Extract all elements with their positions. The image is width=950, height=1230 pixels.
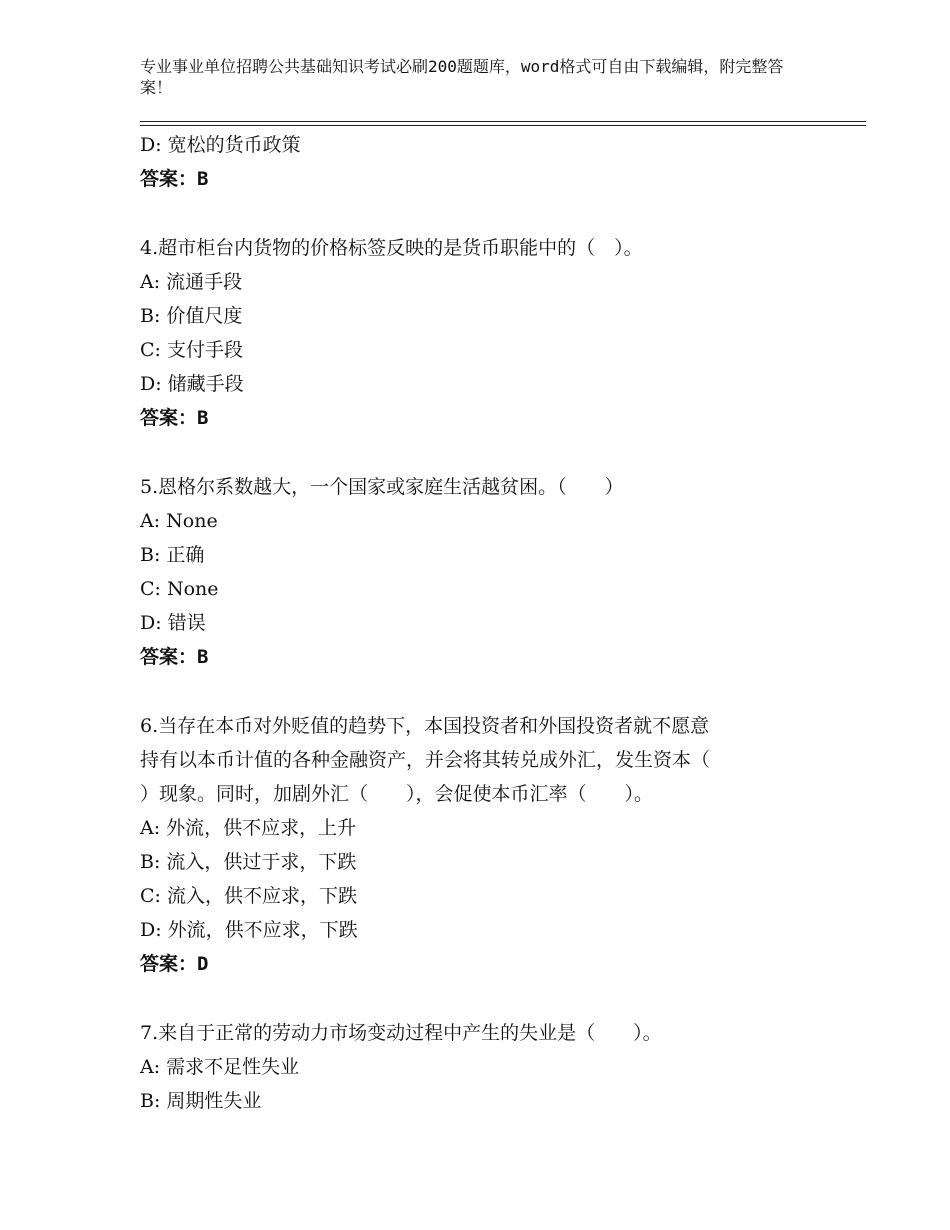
answer: 答案：B — [140, 407, 209, 429]
spacer — [140, 196, 860, 231]
option-d: D: 错误 — [140, 612, 206, 634]
option-a: A: None — [140, 510, 218, 532]
option-a: A: 需求不足性失业 — [140, 1056, 300, 1078]
option-c: C: 流入，供不应求，下跌 — [140, 885, 357, 907]
option-b: B: 流入，供过于求，下跌 — [140, 851, 357, 873]
question-block-3 — [140, 128, 860, 196]
answer: 答案：B — [140, 646, 209, 668]
spacer — [140, 674, 860, 709]
spacer — [140, 435, 860, 470]
question-text: 5.恩格尔系数越大，一个国家或家庭生活越贫困。（ ） — [140, 476, 624, 498]
option-d: D: 储藏手段 — [140, 373, 244, 395]
option-c: C: None — [140, 578, 219, 600]
question-block-4 — [140, 231, 860, 435]
question-block-7 — [140, 1016, 860, 1118]
question-text-line-3: ）现象。同时，加剧外汇（ ），会促使本币汇率（ ）。 — [140, 783, 654, 805]
answer: 答案：D — [140, 953, 209, 975]
option-a: A: 流通手段 — [140, 271, 243, 293]
question-text-line-2: 持有以本币计值的各种金融资产，并会将其转兑成外汇，发生资本（ — [140, 749, 711, 771]
option-d: D: 宽松的货币政策 — [140, 134, 301, 156]
question-text-line-1: 6.当存在本币对外贬值的趋势下，本国投资者和外国投资者就不愿意 — [140, 715, 710, 737]
option-a: A: 外流，供不应求，上升 — [140, 817, 357, 839]
answer: 答案：B — [140, 168, 209, 190]
option-b: B: 价值尺度 — [140, 305, 243, 327]
question-text: 7.来自于正常的劳动力市场变动过程中产生的失业是（ ）。 — [140, 1022, 662, 1044]
option-b: B: 正确 — [140, 544, 205, 566]
question-block-6 — [140, 709, 860, 981]
header-rule-top — [140, 121, 866, 122]
option-b: B: 周期性失业 — [140, 1090, 262, 1112]
spacer — [140, 981, 860, 1016]
question-list — [140, 128, 860, 1118]
option-d: D: 外流，供不应求，下跌 — [140, 919, 358, 941]
page-header: 专业事业单位招聘公共基础知识考试必刷200题题库，word格式可自由下载编辑，附完整答案！ — [140, 57, 784, 97]
option-c: C: 支付手段 — [140, 339, 243, 361]
question-block-5 — [140, 470, 860, 674]
question-text: 4.超市柜台内货物的价格标签反映的是货币职能中的（ ）。 — [140, 237, 643, 259]
header-rule-bottom — [140, 125, 866, 126]
